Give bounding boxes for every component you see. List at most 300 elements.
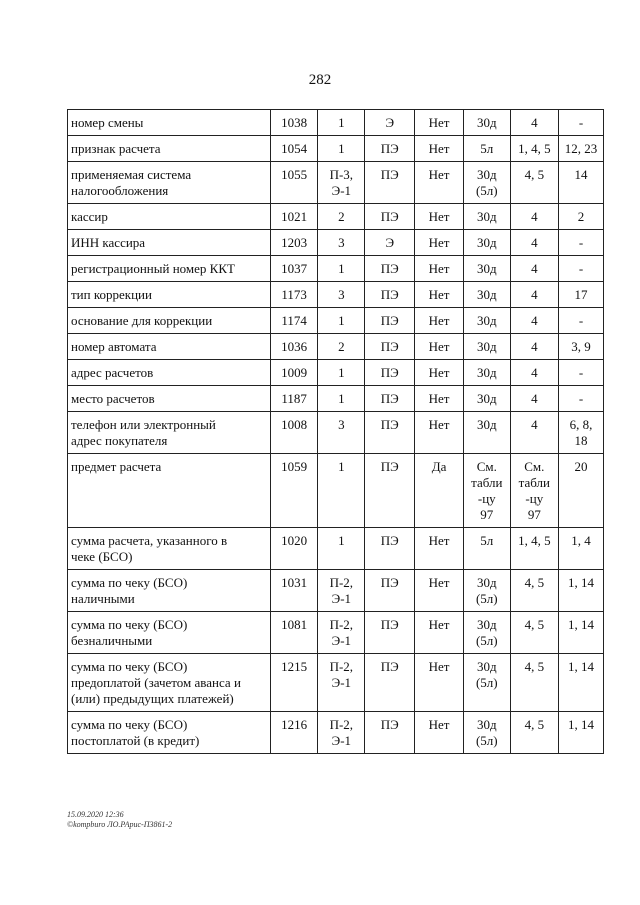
cell-form bbox=[365, 136, 415, 162]
cell-version bbox=[510, 110, 558, 136]
cell-required-text: Нет bbox=[428, 417, 450, 432]
cell-version-text: 4 bbox=[531, 417, 538, 432]
cell-format bbox=[464, 162, 511, 204]
cell-requisite-name bbox=[68, 256, 271, 282]
cell-form-text: ПЭ bbox=[380, 417, 399, 432]
cell-tag-number bbox=[270, 360, 317, 386]
cell-value bbox=[318, 162, 365, 204]
cell-format-text: 30д (5л) bbox=[475, 717, 498, 748]
cell-note bbox=[559, 386, 604, 412]
cell-format bbox=[464, 386, 511, 412]
cell-tag-number-text: 1203 bbox=[281, 235, 308, 250]
cell-requisite-name-text: кассир bbox=[71, 209, 108, 224]
cell-format bbox=[464, 308, 511, 334]
cell-form bbox=[365, 360, 415, 386]
cell-form bbox=[365, 308, 415, 334]
cell-format-text: 5л bbox=[480, 533, 494, 548]
cell-form bbox=[365, 162, 415, 204]
cell-note-text: 1, 14 bbox=[568, 575, 595, 590]
cell-requisite-name bbox=[68, 712, 271, 754]
cell-form bbox=[365, 570, 415, 612]
cell-form bbox=[365, 204, 415, 230]
cell-format-text: 30д (5л) bbox=[475, 167, 498, 198]
cell-version-text: 4 bbox=[531, 287, 538, 302]
cell-required bbox=[415, 654, 464, 712]
cell-required-text: Нет bbox=[428, 717, 450, 732]
cell-tag-number-text: 1059 bbox=[281, 459, 308, 474]
cell-requisite-name bbox=[68, 162, 271, 204]
cell-tag-number bbox=[270, 528, 317, 570]
cell-tag-number bbox=[270, 162, 317, 204]
cell-tag-number bbox=[270, 386, 317, 412]
cell-note-text: - bbox=[578, 313, 584, 328]
cell-value bbox=[318, 412, 365, 454]
cell-required-text: Нет bbox=[428, 339, 450, 354]
cell-note bbox=[559, 282, 604, 308]
cell-version-text: 4 bbox=[531, 391, 538, 406]
cell-form bbox=[365, 712, 415, 754]
cell-version bbox=[510, 360, 558, 386]
cell-requisite-name bbox=[68, 570, 271, 612]
cell-requisite-name-text: сумма по чеку (БСО) наличными bbox=[71, 575, 188, 606]
cell-form-text: ПЭ bbox=[380, 287, 399, 302]
cell-required-text: Нет bbox=[428, 659, 450, 674]
cell-tag-number-text: 1038 bbox=[281, 115, 308, 130]
cell-requisite-name-text: сумма по чеку (БСО) безналичными bbox=[71, 617, 188, 648]
cell-version-text: 4 bbox=[531, 235, 538, 250]
cell-tag-number-text: 1174 bbox=[281, 313, 307, 328]
cell-note-text: - bbox=[578, 115, 584, 130]
cell-format bbox=[464, 570, 511, 612]
cell-requisite-name bbox=[68, 412, 271, 454]
cell-format bbox=[464, 360, 511, 386]
cell-requisite-name-text: регистрационный номер ККТ bbox=[71, 261, 235, 276]
cell-value-text: 1 bbox=[338, 261, 345, 276]
cell-value bbox=[318, 110, 365, 136]
table-row bbox=[68, 256, 604, 282]
cell-version bbox=[510, 654, 558, 712]
cell-value bbox=[318, 360, 365, 386]
cell-required bbox=[415, 386, 464, 412]
cell-required bbox=[415, 528, 464, 570]
cell-note-text: 1, 14 bbox=[568, 717, 595, 732]
cell-value-text: 1 bbox=[338, 365, 345, 380]
cell-tag-number bbox=[270, 612, 317, 654]
cell-form-text: ПЭ bbox=[380, 575, 399, 590]
cell-requisite-name-text: сумма по чеку (БСО) постоплатой (в кредит) bbox=[71, 717, 200, 748]
cell-tag-number bbox=[270, 110, 317, 136]
cell-tag-number-text: 1036 bbox=[281, 339, 308, 354]
cell-note-text: 1, 14 bbox=[568, 617, 595, 632]
cell-tag-number-text: 1216 bbox=[281, 717, 308, 732]
cell-form-text: ПЭ bbox=[380, 167, 399, 182]
cell-value bbox=[318, 282, 365, 308]
cell-tag-number-text: 1173 bbox=[281, 287, 307, 302]
cell-required bbox=[415, 412, 464, 454]
cell-note bbox=[559, 360, 604, 386]
cell-value bbox=[318, 612, 365, 654]
cell-required bbox=[415, 282, 464, 308]
cell-tag-number bbox=[270, 334, 317, 360]
cell-tag-number-text: 1081 bbox=[281, 617, 308, 632]
cell-required-text: Нет bbox=[428, 167, 450, 182]
cell-required bbox=[415, 162, 464, 204]
cell-tag-number bbox=[270, 308, 317, 334]
cell-format-text: 30д bbox=[476, 209, 497, 224]
cell-note-text: - bbox=[578, 261, 584, 276]
cell-version bbox=[510, 612, 558, 654]
cell-value-text: 2 bbox=[338, 209, 345, 224]
cell-format bbox=[464, 334, 511, 360]
cell-note bbox=[559, 256, 604, 282]
cell-version bbox=[510, 256, 558, 282]
cell-value bbox=[318, 230, 365, 256]
cell-required bbox=[415, 136, 464, 162]
cell-required-text: Нет bbox=[428, 287, 450, 302]
cell-form-text: ПЭ bbox=[380, 533, 399, 548]
cell-form-text: ПЭ bbox=[380, 209, 399, 224]
cell-required-text: Нет bbox=[428, 575, 450, 590]
footer-source: ©kompburo ЛО.РАрис-П3861-2 bbox=[67, 820, 173, 829]
cell-version-text: 4, 5 bbox=[524, 617, 545, 632]
cell-note-text: - bbox=[578, 365, 584, 380]
table-row bbox=[68, 204, 604, 230]
cell-requisite-name-text: применяемая система налогообложения bbox=[71, 167, 192, 198]
cell-requisite-name bbox=[68, 204, 271, 230]
cell-version bbox=[510, 454, 558, 528]
table-row bbox=[68, 712, 604, 754]
cell-note bbox=[559, 654, 604, 712]
cell-requisite-name bbox=[68, 386, 271, 412]
cell-requisite-name-text: сумма по чеку (БСО) предоплатой (зачетом аванса и (или) предыдущих платежей) bbox=[71, 659, 241, 706]
cell-required bbox=[415, 308, 464, 334]
table-row bbox=[68, 386, 604, 412]
cell-form-text: ПЭ bbox=[380, 365, 399, 380]
cell-requisite-name-text: основание для коррекции bbox=[71, 313, 213, 328]
cell-note-text: - bbox=[578, 391, 584, 406]
cell-format-text: 30д bbox=[476, 261, 497, 276]
cell-requisite-name-text: номер смены bbox=[71, 115, 144, 130]
cell-requisite-name bbox=[68, 528, 271, 570]
cell-required bbox=[415, 612, 464, 654]
cell-note-text: 6, 8, 18 bbox=[569, 417, 593, 448]
cell-value-text: 3 bbox=[338, 417, 345, 432]
cell-requisite-name bbox=[68, 110, 271, 136]
cell-format bbox=[464, 712, 511, 754]
cell-note bbox=[559, 162, 604, 204]
cell-note bbox=[559, 204, 604, 230]
cell-tag-number bbox=[270, 454, 317, 528]
cell-requisite-name-text: адрес расчетов bbox=[71, 365, 154, 380]
cell-value-text: 3 bbox=[338, 235, 345, 250]
cell-format-text: 30д bbox=[476, 365, 497, 380]
cell-tag-number-text: 1020 bbox=[281, 533, 308, 548]
table-row bbox=[68, 360, 604, 386]
table-row bbox=[68, 570, 604, 612]
cell-value-text: П-2, Э-1 bbox=[329, 617, 354, 648]
cell-tag-number-text: 1215 bbox=[281, 659, 308, 674]
cell-form bbox=[365, 412, 415, 454]
cell-version-text: 1, 4, 5 bbox=[518, 533, 551, 548]
table-row bbox=[68, 282, 604, 308]
cell-form bbox=[365, 528, 415, 570]
table-row bbox=[68, 612, 604, 654]
cell-form-text: ПЭ bbox=[380, 659, 399, 674]
cell-note-text: 20 bbox=[574, 459, 588, 474]
cell-format-text: 30д bbox=[476, 417, 497, 432]
cell-required-text: Нет bbox=[428, 313, 450, 328]
cell-required-text: Нет bbox=[428, 235, 450, 250]
cell-note bbox=[559, 612, 604, 654]
cell-note-text: 2 bbox=[577, 209, 585, 224]
cell-form-text: ПЭ bbox=[380, 261, 399, 276]
table-row bbox=[68, 308, 604, 334]
cell-format bbox=[464, 412, 511, 454]
cell-format-text: 30д bbox=[476, 235, 497, 250]
cell-requisite-name-text: номер автомата bbox=[71, 339, 157, 354]
cell-version-text: См. табли -цу 97 bbox=[518, 459, 550, 522]
cell-required bbox=[415, 204, 464, 230]
cell-value-text: П-2, Э-1 bbox=[329, 717, 354, 748]
cell-requisite-name-text: тип коррекции bbox=[71, 287, 152, 302]
cell-form-text: ПЭ bbox=[380, 339, 399, 354]
footer bbox=[67, 810, 172, 830]
cell-tag-number-text: 1055 bbox=[281, 167, 308, 182]
cell-requisite-name-text: сумма расчета, указанного в чеке (БСО) bbox=[71, 533, 228, 564]
cell-required bbox=[415, 570, 464, 612]
cell-version bbox=[510, 334, 558, 360]
table-row bbox=[68, 334, 604, 360]
cell-value bbox=[318, 454, 365, 528]
cell-format-text: 30д (5л) bbox=[475, 659, 498, 690]
cell-form bbox=[365, 334, 415, 360]
cell-form-text: ПЭ bbox=[380, 391, 399, 406]
cell-tag-number-text: 1187 bbox=[281, 391, 307, 406]
cell-value bbox=[318, 386, 365, 412]
cell-requisite-name-text: место расчетов bbox=[71, 391, 155, 406]
cell-required-text: Нет bbox=[428, 261, 450, 276]
cell-form-text: ПЭ bbox=[380, 617, 399, 632]
cell-tag-number bbox=[270, 412, 317, 454]
cell-version bbox=[510, 204, 558, 230]
cell-value-text: 1 bbox=[338, 391, 345, 406]
cell-note-text: 3, 9 bbox=[571, 339, 591, 354]
cell-required bbox=[415, 712, 464, 754]
cell-requisite-name bbox=[68, 282, 271, 308]
cell-form-text: ПЭ bbox=[380, 141, 399, 156]
cell-tag-number bbox=[270, 570, 317, 612]
cell-value bbox=[318, 712, 365, 754]
cell-tag-number bbox=[270, 204, 317, 230]
cell-version bbox=[510, 136, 558, 162]
requisites-table bbox=[67, 109, 604, 754]
cell-value bbox=[318, 570, 365, 612]
cell-form bbox=[365, 256, 415, 282]
cell-form bbox=[365, 386, 415, 412]
cell-tag-number bbox=[270, 712, 317, 754]
cell-format-text: 30д bbox=[476, 339, 497, 354]
cell-format-text: 5л bbox=[480, 141, 494, 156]
cell-form bbox=[365, 612, 415, 654]
cell-value-text: 1 bbox=[338, 313, 345, 328]
cell-format-text: 30д bbox=[476, 313, 497, 328]
cell-version-text: 4 bbox=[531, 209, 538, 224]
cell-required bbox=[415, 334, 464, 360]
cell-requisite-name bbox=[68, 454, 271, 528]
cell-form-text: ПЭ bbox=[380, 717, 399, 732]
cell-required-text: Нет bbox=[428, 141, 450, 156]
cell-value-text: 1 bbox=[338, 115, 345, 130]
cell-required-text: Нет bbox=[428, 115, 450, 130]
cell-required-text: Нет bbox=[428, 391, 450, 406]
cell-form-text: Э bbox=[385, 115, 395, 130]
cell-required bbox=[415, 360, 464, 386]
cell-requisite-name-text: телефон или электронный адрес покупателя bbox=[71, 417, 216, 448]
cell-required bbox=[415, 454, 464, 528]
cell-value-text: П-2, Э-1 bbox=[329, 659, 354, 690]
cell-tag-number-text: 1031 bbox=[281, 575, 308, 590]
cell-format bbox=[464, 612, 511, 654]
cell-requisite-name-text: признак расчета bbox=[71, 141, 161, 156]
cell-format-text: 30д bbox=[476, 115, 497, 130]
cell-required-text: Нет bbox=[428, 365, 450, 380]
cell-required-text: Нет bbox=[428, 533, 450, 548]
cell-value bbox=[318, 528, 365, 570]
cell-form bbox=[365, 230, 415, 256]
cell-tag-number-text: 1021 bbox=[281, 209, 308, 224]
cell-required-text: Нет bbox=[428, 617, 450, 632]
cell-version bbox=[510, 570, 558, 612]
cell-value bbox=[318, 334, 365, 360]
cell-note bbox=[559, 308, 604, 334]
cell-form bbox=[365, 282, 415, 308]
cell-requisite-name-text: ИНН кассира bbox=[71, 235, 146, 250]
cell-note-text: - bbox=[578, 235, 584, 250]
cell-format bbox=[464, 256, 511, 282]
table-row bbox=[68, 136, 604, 162]
cell-version bbox=[510, 162, 558, 204]
cell-requisite-name-text: предмет расчета bbox=[71, 459, 162, 474]
cell-value-text: 1 bbox=[338, 141, 345, 156]
cell-format-text: 30д (5л) bbox=[475, 575, 498, 606]
cell-version bbox=[510, 712, 558, 754]
cell-note bbox=[559, 412, 604, 454]
cell-note-text: 17 bbox=[574, 287, 588, 302]
table-row bbox=[68, 528, 604, 570]
cell-form bbox=[365, 110, 415, 136]
cell-format bbox=[464, 282, 511, 308]
cell-format bbox=[464, 136, 511, 162]
cell-version bbox=[510, 412, 558, 454]
cell-value bbox=[318, 256, 365, 282]
cell-note bbox=[559, 570, 604, 612]
table-row bbox=[68, 454, 604, 528]
cell-form bbox=[365, 654, 415, 712]
cell-version bbox=[510, 386, 558, 412]
cell-version-text: 4, 5 bbox=[524, 575, 545, 590]
cell-value bbox=[318, 204, 365, 230]
table-row bbox=[68, 110, 604, 136]
cell-version bbox=[510, 528, 558, 570]
cell-version-text: 1, 4, 5 bbox=[518, 141, 551, 156]
cell-format bbox=[464, 110, 511, 136]
cell-tag-number-text: 1054 bbox=[281, 141, 308, 156]
cell-note bbox=[559, 334, 604, 360]
cell-format-text: 30д (5л) bbox=[475, 617, 498, 648]
cell-requisite-name bbox=[68, 360, 271, 386]
cell-value-text: 3 bbox=[338, 287, 345, 302]
cell-note bbox=[559, 454, 604, 528]
cell-required bbox=[415, 230, 464, 256]
cell-tag-number bbox=[270, 256, 317, 282]
table-row bbox=[68, 230, 604, 256]
cell-version-text: 4, 5 bbox=[524, 659, 545, 674]
cell-note bbox=[559, 230, 604, 256]
cell-version-text: 4 bbox=[531, 261, 538, 276]
cell-tag-number bbox=[270, 282, 317, 308]
table-row bbox=[68, 162, 604, 204]
cell-note bbox=[559, 136, 604, 162]
cell-required bbox=[415, 256, 464, 282]
cell-required bbox=[415, 110, 464, 136]
cell-format bbox=[464, 204, 511, 230]
cell-requisite-name bbox=[68, 334, 271, 360]
cell-format bbox=[464, 230, 511, 256]
cell-value bbox=[318, 654, 365, 712]
cell-requisite-name bbox=[68, 308, 271, 334]
cell-required-text: Нет bbox=[428, 209, 450, 224]
cell-value-text: 2 bbox=[338, 339, 345, 354]
cell-note-text: 1, 14 bbox=[568, 659, 595, 674]
cell-format-text: 30д bbox=[476, 391, 497, 406]
cell-version-text: 4, 5 bbox=[524, 167, 545, 182]
footer-timestamp: 15.09.2020 12:36 bbox=[67, 810, 124, 819]
cell-requisite-name bbox=[68, 136, 271, 162]
cell-value bbox=[318, 136, 365, 162]
cell-note bbox=[559, 528, 604, 570]
cell-tag-number bbox=[270, 654, 317, 712]
page-number: 282 bbox=[308, 72, 332, 88]
cell-tag-number bbox=[270, 136, 317, 162]
cell-value-text: 1 bbox=[338, 533, 345, 548]
cell-format bbox=[464, 454, 511, 528]
cell-requisite-name bbox=[68, 230, 271, 256]
cell-note-text: 14 bbox=[574, 167, 588, 182]
cell-requisite-name bbox=[68, 654, 271, 712]
cell-tag-number-text: 1037 bbox=[281, 261, 308, 276]
cell-required-text: Да bbox=[431, 459, 447, 474]
cell-value-text: 1 bbox=[338, 459, 345, 474]
cell-note-text: 1, 4 bbox=[571, 533, 591, 548]
table-row bbox=[68, 654, 604, 712]
cell-form-text: ПЭ bbox=[380, 313, 399, 328]
cell-form bbox=[365, 454, 415, 528]
cell-version-text: 4 bbox=[531, 115, 538, 130]
cell-value-text: П-3, Э-1 bbox=[329, 167, 354, 198]
cell-tag-number-text: 1009 bbox=[281, 365, 308, 380]
cell-format-text: 30д bbox=[476, 287, 497, 302]
cell-version bbox=[510, 230, 558, 256]
cell-value-text: П-2, Э-1 bbox=[329, 575, 354, 606]
cell-requisite-name bbox=[68, 612, 271, 654]
cell-format-text: См. табли -цу 97 bbox=[471, 459, 503, 522]
cell-note bbox=[559, 712, 604, 754]
cell-version-text: 4 bbox=[531, 365, 538, 380]
cell-tag-number-text: 1008 bbox=[281, 417, 308, 432]
cell-version-text: 4 bbox=[531, 313, 538, 328]
cell-note-text: 12, 23 bbox=[564, 141, 598, 156]
cell-form-text: Э bbox=[385, 235, 395, 250]
